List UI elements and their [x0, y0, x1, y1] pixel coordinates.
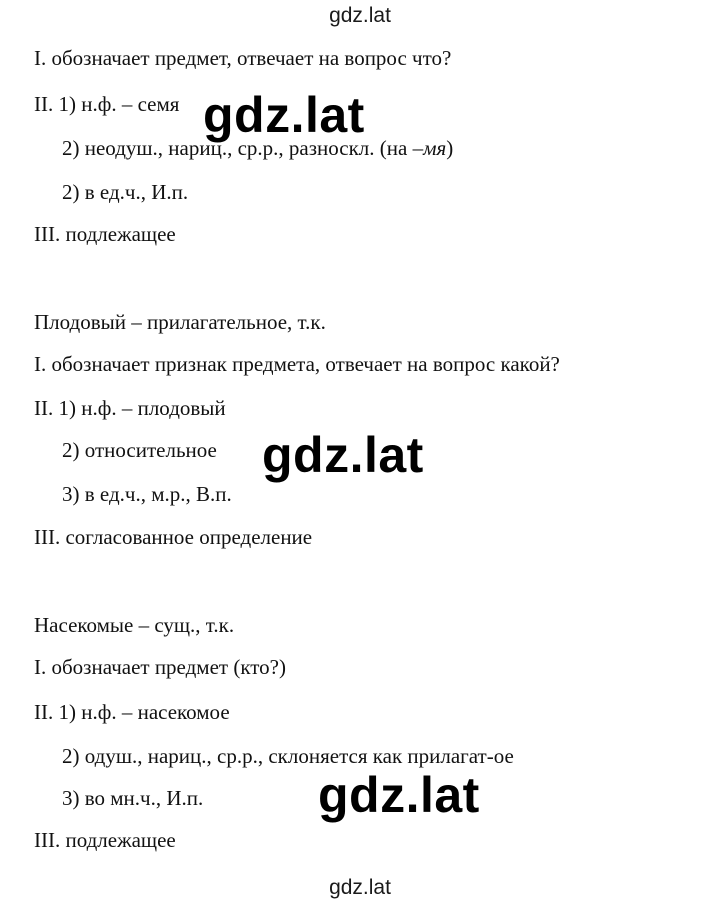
- block2-line-meaning: I. обозначает признак предмета, отвечает на вопрос какой?: [34, 352, 560, 376]
- site-header-watermark: gdz.lat: [329, 4, 391, 27]
- watermark-logo: gdz.lat: [318, 767, 480, 823]
- watermark-logo: gdz.lat: [203, 87, 365, 143]
- block1-features-italic: –мя: [412, 136, 447, 160]
- block2-title: Плодовый – прилагательное, т.к.: [34, 310, 326, 334]
- block3-line-initial-form: II. 1) н.ф. – насекомое: [34, 700, 230, 724]
- block3-line-constant-features: 2) одуш., нариц., ср.р., склоняется как прилагат-ое: [62, 744, 514, 768]
- block1-features-text: 2) неодуш., нариц., ср.р., разноскл. (на: [62, 136, 413, 160]
- block3-line-meaning: I. обозначает предмет (кто?): [34, 655, 286, 679]
- block3-title: Насекомые – сущ., т.к.: [34, 613, 235, 637]
- block2-line-variable-features: 3) в ед.ч., м.р., В.п.: [62, 482, 232, 506]
- block1-line-syntactic-role: III. подлежащее: [34, 222, 176, 246]
- block1-line-meaning: I. обозначает предмет, отвечает на вопрос что?: [34, 46, 452, 70]
- watermark-logo: gdz.lat: [262, 427, 424, 483]
- block1-features-end: ): [446, 136, 454, 160]
- block1-line-variable-features: 2) в ед.ч., И.п.: [62, 180, 189, 204]
- block3-line-syntactic-role: III. подлежащее: [34, 828, 176, 852]
- block3-line-variable-features: 3) во мн.ч., И.п.: [62, 786, 204, 810]
- block2-line-initial-form: II. 1) н.ф. – плодовый: [34, 396, 226, 420]
- block1-line-initial-form: II. 1) н.ф. – семя: [34, 92, 180, 116]
- block2-line-syntactic-role: III. согласованное определение: [34, 525, 313, 549]
- site-footer-watermark: gdz.lat: [329, 876, 391, 899]
- block2-line-constant-features: 2) относительное: [62, 438, 217, 462]
